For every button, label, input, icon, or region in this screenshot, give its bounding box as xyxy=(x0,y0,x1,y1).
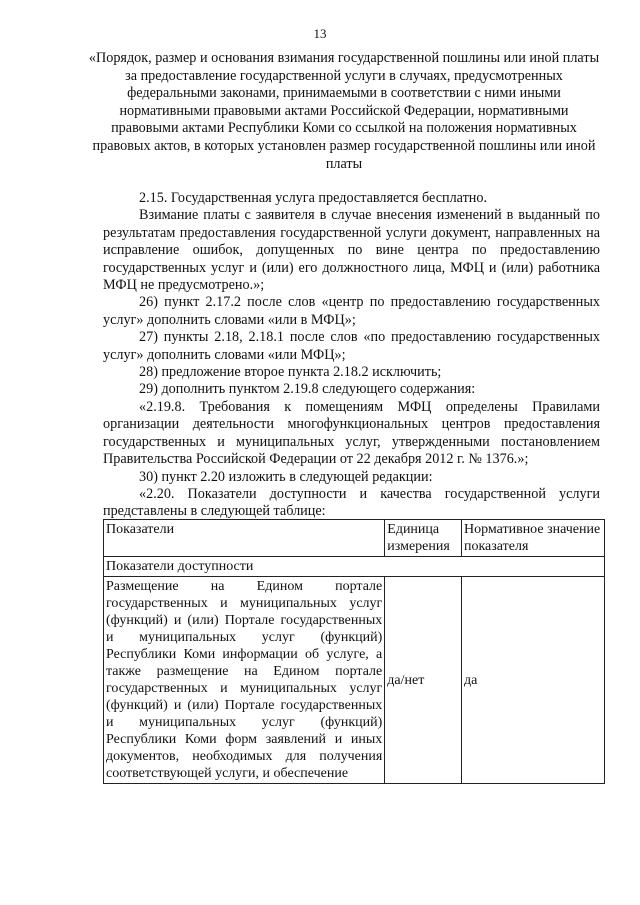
value-cell: да xyxy=(461,577,604,784)
header-unit: Единица измерения xyxy=(385,520,462,557)
paragraph-item-28: 28) предложение второе пункта 2.18.2 исключить; xyxy=(139,364,442,381)
paragraph-item-29: 29) дополнить пунктом 2.19.8 следующего содержания: xyxy=(139,381,476,398)
paragraph-fee-changes: Взимание платы с заявителя в случае внесения изменений в выданный по результатам предоставления государственной услуги документ, направленных на исправление ошибок, допущенных по вине центра по предоставлению государственных услуг и (или) его должностного лица, МФЦ и (или) работника МФЦ не предусмотрено.»; xyxy=(103,207,600,294)
unit-cell: да/нет xyxy=(385,577,462,784)
table-row xyxy=(104,577,605,784)
table-header-row xyxy=(104,520,605,557)
paragraph-item-30: 30) пункт 2.20 изложить в следующей редакции: xyxy=(139,468,433,485)
header-indicators: Показатели xyxy=(104,520,385,557)
header-value: Нормативное значение показателя xyxy=(461,520,604,557)
paragraph-2-20: «2.20. Показатели доступности и качества государственной услуги представлены в следующей таблице: xyxy=(103,485,600,520)
paragraph-2-19-8: «2.19.8. Требования к помещениям МФЦ определены Правилами организации деятельности многофункциональных центров предоставления государственных и муниципальных услуг, утвержденными постановлением Правительства Российской Федерации от 22 декабря 2012 г. № 1376.»; xyxy=(103,398,600,468)
section-heading: «Порядок, размер и основания взимания государственной пошлины или иной платы за предоставление государственной услуги в случаях, предусмотренных федеральными законами, принимаемыми в соответствии с ними иными нормативными правовыми актами Российской Федерации, нормативными правовыми актами Республики Коми со ссылкой на положения нормативных правовых актов, в которых установлен размер государственной пошлины или иной платы xyxy=(88,50,600,172)
document-body xyxy=(103,190,600,521)
section-accessibility: Показатели доступности xyxy=(104,557,605,577)
indicators-table xyxy=(103,519,605,784)
indicator-cell: Размещение на Едином портале государственных и муниципальных услуг (функций) и (или) Портале государственных и муниципальных услуг (функций) Республики Коми информации об услуге, а также размещение на Едином портале государственных и муниципальных услуг (функций) и (или) Портале государственных и муниципальных услуг (функций) Республики Коми форм заявлений и иных документов, необходимых для получения соответствующей услуги, и обеспечение xyxy=(104,577,385,784)
table-section-row xyxy=(104,557,605,577)
page-number: 13 xyxy=(313,26,327,41)
paragraph-2-15: 2.15. Государственная услуга предоставляется бесплатно. xyxy=(139,190,488,206)
paragraph-item-26: 26) пункт 2.17.2 после слов «центр по предоставлению государственных услуг» дополнить словами «или в МФЦ»; xyxy=(103,294,600,328)
paragraph-item-27: 27) пункты 2.18, 2.18.1 после слов «по предоставлению государственных услуг» дополнить словами «или МФЦ»; xyxy=(103,329,600,363)
